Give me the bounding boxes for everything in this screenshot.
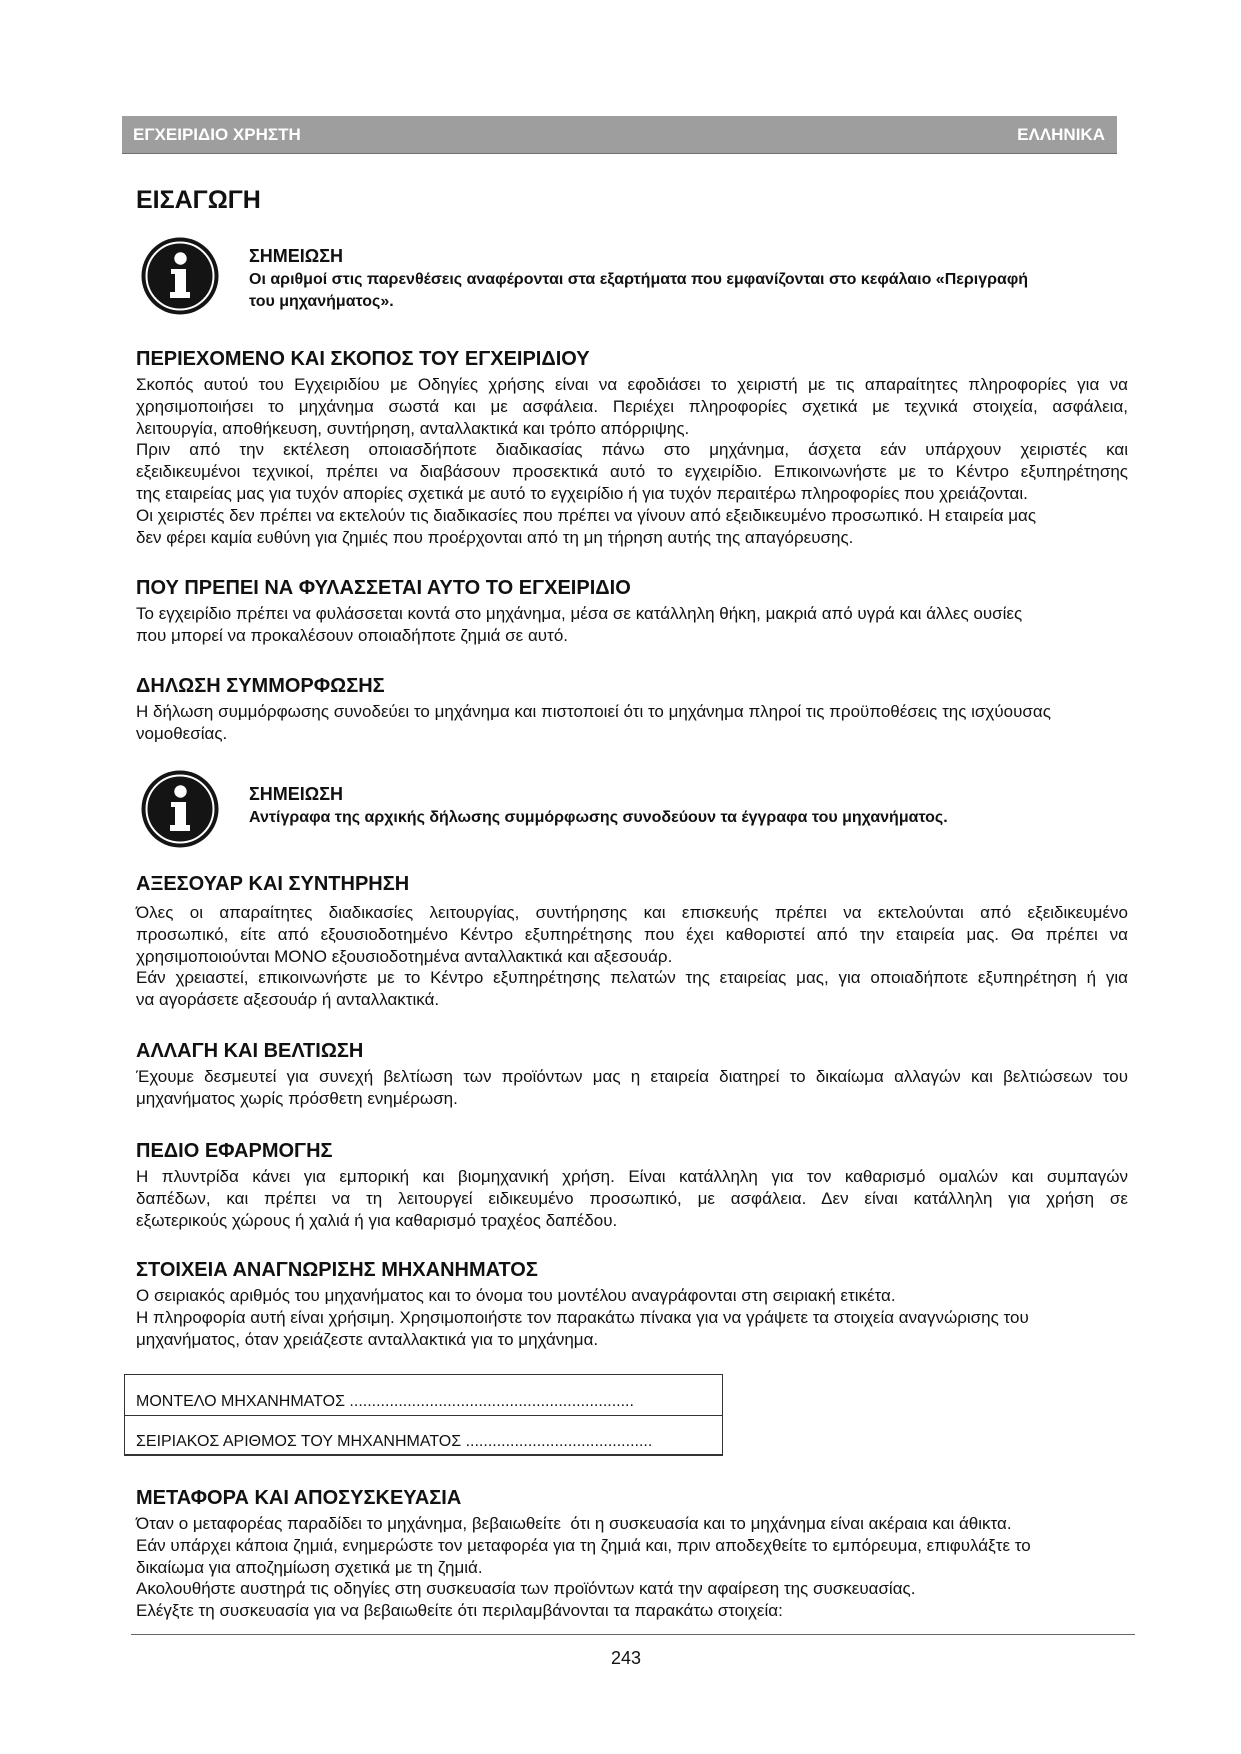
body-line: λειτουργία, αποθήκευση, συντήρηση, ανταλλακτικά και τρόπο απόρριψης. [136, 418, 690, 438]
section-heading: ΠΕΔΙΟ ΕΦΑΡΜΟΓΗΣ [136, 1140, 333, 1162]
body-line: Όταν ο μεταφορέας παραδίδει το μηχάνημα, βεβαιωθείτε ότι η συσκευασία και το μηχάνημα είναι ακέραια και άθικτα. [136, 1514, 1012, 1533]
info-icon [141, 237, 219, 315]
section-body [136, 374, 1128, 548]
body-line: μηχανήματος χωρίς πρόσθετη ενημέρωση. [136, 1088, 458, 1108]
body-line: Η πλυντρίδα κάνει για εμπορική και βιομηχανική χρήση. Είναι κατάλληλη για τον καθαρισμό ομαλών και συμπαγών [136, 1167, 1128, 1186]
section-body [136, 701, 1128, 745]
section-heading: ΑΞΕΣΟΥΑΡ ΚΑΙ ΣΥΝΤΗΡΗΣΗ [136, 873, 410, 895]
body-line: Πριν από την εκτέλεση οποιασδήποτε διαδικασίας πάνω στο μηχάνημα, άσχετα εάν υπάρχουν χειριστές και [136, 440, 1128, 460]
section-heading: ΑΛΛΑΓΗ ΚΑΙ ΒΕΛΤΙΩΣΗ [136, 1040, 364, 1062]
body-line: χρησιμοποιούνται ΜΟΝΟ εξουσιοδοτημένα ανταλλακτικά και αξεσουάρ. [136, 946, 673, 966]
note-line: Αντίγραφα της αρχικής δήλωσης συμμόρφωσης συνοδεύουν τα έγγραφα του μηχανήματος. [249, 809, 948, 826]
section-changes [136, 1039, 1128, 1110]
page-number: 243 [610, 1648, 642, 1668]
note-line: Οι αριθμοί στις παρενθέσεις αναφέρονται στα εξαρτήματα που εμφανίζονται στο κεφάλαιο «Περιγραφή [249, 271, 1029, 288]
manual-label: ΕΓΧΕΙΡΙΔΙΟ ΧΡΗΣΤΗ [133, 125, 301, 144]
section-heading: ΔΗΛΩΣΗ ΣΥΜΜΟΡΦΩΣΗΣ [136, 675, 385, 697]
section-contents-purpose [136, 347, 1128, 548]
body-line: Όλες οι απαραίτητες διαδικασίες λειτουργίας, συντήρησης και επισκευής πρέπει να εκτελούνται από εξειδικευμένο [136, 903, 1128, 922]
body-line: Η πληροφορία αυτή είναι χρήσιμη. Χρησιμοποιήστε τον παρακάτω πίνακα για να γράψετε τα στοιχεία αναγνώρισης του [136, 1307, 1029, 1327]
note-text [249, 782, 1129, 829]
note-label: ΣΗΜΕΙΩΣΗ [249, 784, 344, 804]
note-line: του μηχανήματος». [249, 293, 394, 310]
body-line: Η δήλωση συμμόρφωσης συνοδεύει το μηχάνημα και πιστοποιεί ότι το μηχάνημα πληροί τις προϋποθέσεις της ισχύουσας [136, 702, 1051, 721]
body-line: Ακολουθήστε αυστηρά τις οδηγίες στη συσκευασία των προϊόντων κατά την αφαίρεση της συσκευασίας. [136, 1579, 916, 1599]
section-heading: ΣΤΟΙΧΕΙΑ ΑΝΑΓΝΩΡΙΣΗΣ ΜΗΧΑΝΗΜΑΤΟΣ [136, 1259, 538, 1281]
body-line: Το εγχειρίδιο πρέπει να φυλάσσεται κοντά στο μηχάνημα, μέσα σε κατάλληλη θήκη, μακριά από υγρά και άλλες ουσίες [136, 604, 1023, 623]
page-title: ΕΙΣΑΓΩΓΗ [136, 186, 261, 214]
body-line: χρησιμοποιήσει το μηχάνημα σωστά και με ασφάλεια. Περιέχει πληροφορίες σχετικά με τεχνικά στοιχεία, ασφάλεια, [136, 396, 1128, 416]
section-conformity [136, 674, 1128, 745]
section-heading: ΜΕΤΑΦΟΡΑ ΚΑΙ ΑΠΟΣΥΣΚΕΥΑΣΙΑ [136, 1487, 462, 1509]
body-line: της εταιρείας μας για τυχόν απορίες σχετικά με αυτό το εγχειρίδιο ή για τυχόν περαιτέρω πληροφορίες που χρειάζονται. [136, 483, 1028, 503]
body-line: δικαίωμα για αποζημίωση σχετικά με τη ζημιά. [136, 1557, 483, 1577]
body-line: Ελέγξτε τη συσκευασία για να βεβαιωθείτε ότι περιλαμβάνονται τα παρακάτω στοιχεία: [136, 1601, 783, 1621]
section-body [136, 1166, 1128, 1231]
body-line: προσωπικό, είτε από εξουσιοδοτημένο Κέντρο εξυπηρέτησης που έχει καθοριστεί από την εταιρεία μας. Θα πρέπει να [136, 924, 1128, 944]
section-body [136, 1513, 1128, 1622]
body-line: δεν φέρει καμία ευθύνη για ζημιές που προέρχονται από τη μη τήρηση αυτής της απαγόρευσης. [136, 527, 854, 547]
footer-divider [131, 1634, 1135, 1635]
section-body [136, 902, 1128, 1011]
body-line: εξωτερικούς χώρους ή χαλιά ή για καθαρισμό τραχέος δαπέδου. [136, 1210, 618, 1230]
section-heading: ΠΕΡΙΕΧΟΜΕΝΟ ΚΑΙ ΣΚΟΠΟΣ ΤΟΥ ΕΓΧΕΙΡΙΔΙΟΥ [136, 348, 590, 370]
body-line: να αγοράσετε αξεσουάρ ή ανταλλακτικά. [136, 990, 440, 1010]
serial-number-row: ΣΕΙΡΙΑΚΟΣ ΑΡΙΘΜΟΣ ΤΟΥ ΜΗΧΑΝΗΜΑΤΟΣ .......................................... [125, 1415, 722, 1455]
language-label: ΕΛΛΗΝΙΚΑ [1017, 125, 1105, 144]
body-line: Εάν χρειαστεί, επικοινωνήστε με το Κέντρο εξυπηρέτησης πελατών της εταιρείας μας, για οποιαδήποτε εξυπηρέτηση ή για [136, 968, 1128, 988]
info-icon [141, 770, 219, 848]
section-body [136, 1066, 1128, 1110]
section-body [136, 1285, 1128, 1350]
body-line: νομοθεσίας. [136, 723, 228, 743]
body-line: εξειδικευμένοι τεχνικοί, πρέπει να διαβάσουν προσεκτικά αυτό το εγχειρίδιο. Επικοινωνήστε με το Κέντρο εξυπηρέτησης [136, 462, 1128, 482]
body-line: που μπορεί να προκαλέσουν οποιαδήποτε ζημιά σε αυτό. [136, 625, 568, 645]
note-label: ΣΗΜΕΙΩΣΗ [249, 246, 344, 266]
section-accessories-maintenance [136, 872, 1128, 1011]
note-box [141, 770, 1129, 848]
note-box [141, 237, 1129, 315]
body-line: Εάν υπάρχει κάποια ζημιά, ενημερώστε τον μεταφορέα για τη ζημιά και, πριν αποδεχθείτε το εμπόρευμα, επιφυλάξτε το [136, 1535, 1031, 1555]
body-line: Οι χειριστές δεν πρέπει να εκτελούν τις διαδικασίες που πρέπει να γίνουν από εξειδικευμένο προσωπικό. Η εταιρεία μας [136, 505, 1037, 525]
section-body [136, 603, 1128, 647]
section-storage [136, 576, 1128, 647]
body-line: Σκοπός αυτού του Εγχειριδίου με Οδηγίες χρήσης είναι να εφοδιάσει το χειριστή με τις απαραίτητες πληροφορίες για να [136, 375, 1128, 394]
section-application [136, 1139, 1128, 1231]
section-identification [136, 1258, 1128, 1350]
body-line: δαπέδων, και πρέπει να τη λειτουργεί ειδικευμένο προσωπικό, με ασφάλεια. Δεν είναι κατάλληλη για χρήση σε [136, 1188, 1128, 1208]
section-transport-unpacking [136, 1486, 1128, 1622]
body-line: Ο σειριακός αριθμός του μηχανήματος και το όνομα του μοντέλου αναγράφονται στη σειριακή ετικέτα. [136, 1286, 896, 1305]
note-text [249, 244, 1129, 313]
header-bar [122, 116, 1117, 154]
identification-table [124, 1374, 723, 1456]
body-line: μηχανήματος, όταν χρειάζεστε ανταλλακτικά για το μηχάνημα. [136, 1329, 599, 1349]
body-line: Έχουμε δεσμευτεί για συνεχή βελτίωση των προϊόντων μας η εταιρεία διατηρεί το δικαίωμα αλλαγών και βελτιώσεων του [136, 1067, 1128, 1086]
model-row: ΜΟΝΤΕΛΟ ΜΗΧΑΝΗΜΑΤΟΣ ................................................................ [136, 1393, 634, 1410]
section-heading: ΠΟΥ ΠΡΕΠΕΙ ΝΑ ΦΥΛΑΣΣΕΤΑΙ ΑΥΤΟ ΤΟ ΕΓΧΕΙΡΙΔΙΟ [136, 577, 631, 599]
